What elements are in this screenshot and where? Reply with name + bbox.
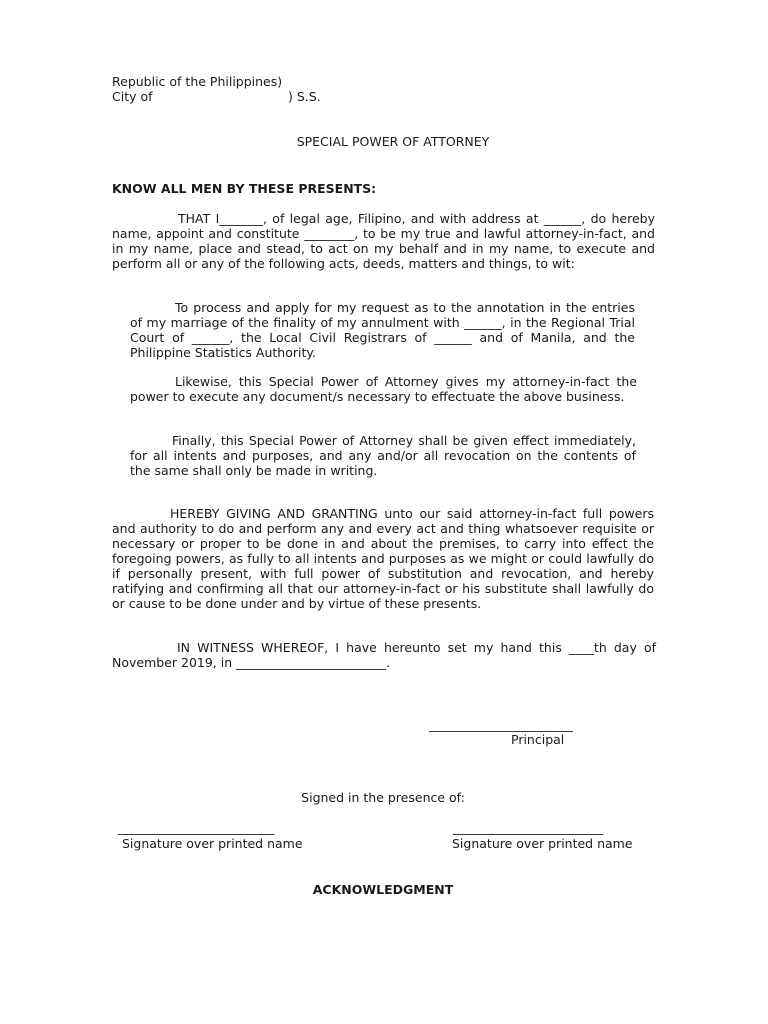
witness-label-1: Signature over printed name [122,836,303,851]
document-title: SPECIAL POWER OF ATTORNEY [296,134,490,149]
item-likewise: Likewise, this Special Power of Attorney gives my attorney-in-fact the power to execute any document/s necessary to effectuate the above business. [130,374,637,404]
witness-signature-line-2: ________________________ [453,820,603,835]
witness-label-2: Signature over printed name [452,836,633,851]
header-city-label: City of [112,89,153,104]
header-ss: ) S.S. [288,89,321,104]
principal-label: Principal [511,732,565,747]
witness-signature-line-1: _________________________ [118,820,275,835]
know-all-heading: KNOW ALL MEN BY THESE PRESENTS: [112,181,377,196]
paragraph-hereby: HEREBY GIVING AND GRANTING unto our said attorney-in-fact full powers and authority to do and perform any and every act and thing whatsoever requisite or necessary or proper to be done in and about the premises, to carry into effect the foregoing powers, as fully to all intents and purposes as we might or could lawfully do if personally present, with full power of substitution and revocation, and hereby ratifying and confirming all that our attorney-in-fact or his substitute shall lawfully do or cause to be done under and by virtue of these presents. [112,506,654,611]
paragraph-witness: IN WITNESS WHEREOF, I have hereunto set my hand this ____th day of November 2019, in ________________________. [112,640,656,670]
header-republic: Republic of the Philippines) [112,74,283,89]
principal-signature-line: _______________________ [429,717,573,732]
item-process: To process and apply for my request as to the annotation in the entries of my marriage of the finality of my annulment with ______, in the Regional Trial Court of ______, the Local Civil Registrars of ______ and of Manila, and the Philippine Statistics Authority. [130,300,635,360]
signed-presence: Signed in the presence of: [301,790,465,805]
item-finally: Finally, this Special Power of Attorney shall be given effect immediately, for all intents and purposes, and any and/or all revocation on the contents of the same shall only be made in writing. [130,433,636,478]
paragraph-that: THAT I_______, of legal age, Filipino, and with address at ______, do hereby name, appoint and constitute ________, to be my true and lawful attorney-in-fact, and in my name, place and stead, to act on my behalf and in my name, to execute and perform all or any of the following acts, deeds, matters and things, to wit: [112,211,655,271]
acknowledgment-heading: ACKNOWLEDGMENT [312,882,454,897]
